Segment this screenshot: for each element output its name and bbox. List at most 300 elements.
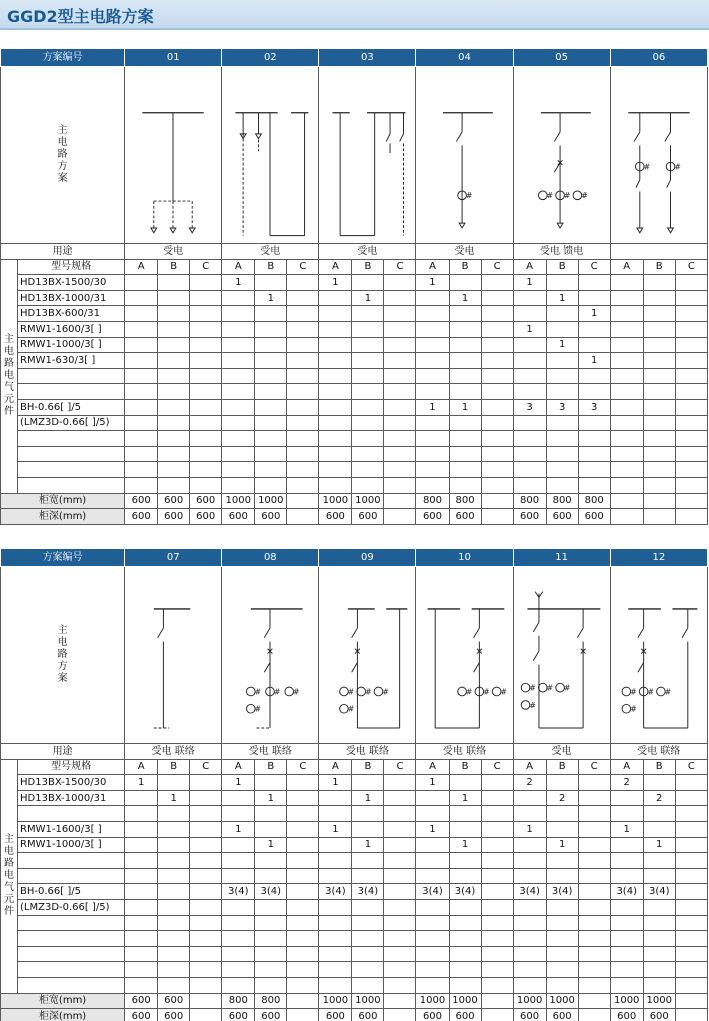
circuit-diagram-12 xyxy=(611,567,707,743)
phase-label: B xyxy=(255,259,287,275)
component-qty xyxy=(125,384,158,400)
component-qty xyxy=(222,446,255,462)
component-qty xyxy=(125,868,158,884)
component-qty xyxy=(125,477,158,493)
diagram-row xyxy=(1,67,708,244)
component-qty xyxy=(222,290,255,306)
component-qty xyxy=(158,477,190,493)
width-value: 1000 xyxy=(546,993,578,1009)
component-qty xyxy=(643,399,675,415)
component-qty xyxy=(352,462,384,478)
component-qty xyxy=(578,337,610,353)
component-qty xyxy=(610,962,643,978)
component-qty xyxy=(255,275,287,291)
component-qty: 3(4) xyxy=(352,884,384,900)
depth-value: 600 xyxy=(416,509,449,525)
width-value: 1000 xyxy=(319,993,352,1009)
phase-label: B xyxy=(449,759,481,775)
width-value xyxy=(481,493,513,509)
component-qty xyxy=(287,868,319,884)
component-qty xyxy=(481,353,513,369)
component-qty xyxy=(416,931,449,947)
component-qty xyxy=(158,946,190,962)
component-qty xyxy=(384,946,416,962)
component-qty xyxy=(416,946,449,962)
component-qty xyxy=(319,399,352,415)
component-qty xyxy=(675,384,707,400)
circuit-diagram-cell xyxy=(125,567,222,744)
component-qty xyxy=(222,477,255,493)
scheme-number: 12 xyxy=(610,549,707,567)
component-row xyxy=(1,321,708,337)
component-row xyxy=(1,477,708,493)
scheme-number: 11 xyxy=(513,549,610,567)
component-qty xyxy=(416,384,449,400)
component-qty xyxy=(125,946,158,962)
phase-label: B xyxy=(546,759,578,775)
component-qty xyxy=(481,915,513,931)
usage-value: 受电 联络 xyxy=(125,744,222,760)
component-qty xyxy=(513,290,546,306)
component-qty xyxy=(352,775,384,791)
width-value: 1000 xyxy=(449,993,481,1009)
component-row xyxy=(1,275,708,291)
component-qty xyxy=(384,915,416,931)
component-qty xyxy=(222,931,255,947)
component-qty xyxy=(319,790,352,806)
depth-value: 600 xyxy=(125,509,158,525)
component-qty xyxy=(125,368,158,384)
component-qty xyxy=(513,790,546,806)
component-qty xyxy=(384,368,416,384)
usage-value: 受电 联络 xyxy=(319,744,416,760)
component-row xyxy=(1,353,708,369)
component-qty: 1 xyxy=(449,837,481,853)
circuit-diagram-01 xyxy=(125,67,221,243)
component-qty xyxy=(352,353,384,369)
model-name xyxy=(18,962,125,978)
component-qty xyxy=(481,806,513,822)
component-qty xyxy=(384,399,416,415)
component-qty xyxy=(222,353,255,369)
component-qty xyxy=(190,306,222,322)
component-qty xyxy=(449,384,481,400)
ct-symbol-icon: # xyxy=(647,687,654,697)
width-value: 1000 xyxy=(319,493,352,509)
width-value: 1000 xyxy=(255,493,287,509)
component-qty xyxy=(255,931,287,947)
phase-label: A xyxy=(416,259,449,275)
component-qty xyxy=(513,853,546,869)
component-qty xyxy=(158,290,190,306)
component-qty xyxy=(675,946,707,962)
phase-label: B xyxy=(643,759,675,775)
width-value: 1000 xyxy=(222,493,255,509)
component-qty xyxy=(352,853,384,869)
component-qty xyxy=(287,306,319,322)
component-qty xyxy=(481,853,513,869)
component-qty xyxy=(675,431,707,447)
component-qty xyxy=(158,821,190,837)
component-qty: 3 xyxy=(513,399,546,415)
depth-value: 600 xyxy=(158,509,190,525)
component-qty xyxy=(190,775,222,791)
component-qty: 3(4) xyxy=(255,884,287,900)
usage-row xyxy=(1,744,708,760)
component-qty xyxy=(416,837,449,853)
component-qty xyxy=(610,477,643,493)
circuit-label-text: 主电路方案 xyxy=(57,125,68,184)
depth-value: 600 xyxy=(158,1009,190,1021)
component-qty xyxy=(158,384,190,400)
component-qty xyxy=(352,915,384,931)
component-qty xyxy=(416,962,449,978)
component-qty xyxy=(352,275,384,291)
component-qty xyxy=(610,790,643,806)
component-qty xyxy=(255,431,287,447)
model-name xyxy=(18,384,125,400)
component-qty xyxy=(319,962,352,978)
component-qty xyxy=(384,384,416,400)
circuit-line xyxy=(387,134,391,142)
component-qty xyxy=(384,931,416,947)
component-qty xyxy=(416,321,449,337)
circuit-label-text: 主电路方案 xyxy=(57,625,68,684)
component-qty xyxy=(578,290,610,306)
component-qty xyxy=(255,399,287,415)
component-qty xyxy=(481,962,513,978)
width-value: 1000 xyxy=(352,993,384,1009)
model-label: 型号规格 xyxy=(18,259,125,275)
scheme-number: 10 xyxy=(416,549,513,567)
component-qty xyxy=(158,899,190,915)
width-value xyxy=(643,493,675,509)
component-qty xyxy=(643,915,675,931)
phase-label: B xyxy=(643,259,675,275)
ct-symbol-icon: # xyxy=(546,683,553,693)
component-qty xyxy=(255,337,287,353)
component-qty xyxy=(643,806,675,822)
component-qty xyxy=(125,806,158,822)
components-label-text: 主电路电气元件 xyxy=(4,834,14,918)
component-qty xyxy=(384,821,416,837)
component-row xyxy=(1,977,708,993)
component-qty: 2 xyxy=(610,775,643,791)
circuit-line xyxy=(533,651,539,661)
component-qty xyxy=(643,321,675,337)
component-qty xyxy=(578,790,610,806)
width-value xyxy=(675,993,707,1009)
component-row xyxy=(1,946,708,962)
component-row xyxy=(1,368,708,384)
component-qty xyxy=(125,306,158,322)
component-qty xyxy=(352,446,384,462)
component-qty xyxy=(222,977,255,993)
component-qty xyxy=(158,321,190,337)
component-qty xyxy=(158,275,190,291)
component-qty xyxy=(190,337,222,353)
component-qty xyxy=(125,915,158,931)
component-row xyxy=(1,899,708,915)
component-qty xyxy=(352,931,384,947)
component-row xyxy=(1,868,708,884)
arrow-icon xyxy=(151,228,157,233)
model-name: HD13BX-1000/31 xyxy=(18,290,125,306)
component-qty xyxy=(384,415,416,431)
component-qty xyxy=(416,806,449,822)
component-qty: 1 xyxy=(578,306,610,322)
component-qty: 1 xyxy=(416,275,449,291)
width-value: 800 xyxy=(513,493,546,509)
component-qty xyxy=(481,290,513,306)
circuit-line xyxy=(554,163,560,173)
width-value xyxy=(287,993,319,1009)
circuit-diagram-07 xyxy=(125,567,221,743)
component-qty: 1 xyxy=(578,353,610,369)
component-qty xyxy=(449,806,481,822)
component-qty xyxy=(481,837,513,853)
component-qty xyxy=(158,837,190,853)
component-qty xyxy=(222,790,255,806)
phase-label: C xyxy=(481,259,513,275)
component-qty xyxy=(319,853,352,869)
component-row xyxy=(1,806,708,822)
component-qty xyxy=(449,415,481,431)
component-qty xyxy=(190,431,222,447)
ct-symbol-icon: # xyxy=(483,687,491,697)
component-qty xyxy=(675,477,707,493)
component-qty xyxy=(158,977,190,993)
width-value: 600 xyxy=(125,993,158,1009)
model-name: HD13BX-600/31 xyxy=(18,306,125,322)
component-qty xyxy=(481,306,513,322)
component-qty xyxy=(610,899,643,915)
arrow-icon xyxy=(557,223,563,228)
component-qty xyxy=(319,306,352,322)
component-qty xyxy=(319,368,352,384)
component-qty xyxy=(158,853,190,869)
component-qty xyxy=(255,368,287,384)
component-qty xyxy=(449,946,481,962)
component-qty: 2 xyxy=(643,790,675,806)
component-qty xyxy=(578,477,610,493)
circuit-line xyxy=(577,628,583,638)
ct-symbol-icon: # xyxy=(580,191,588,201)
component-qty xyxy=(384,462,416,478)
circuit-line xyxy=(264,663,270,673)
width-value: 600 xyxy=(158,493,190,509)
phase-label: C xyxy=(190,259,222,275)
component-qty xyxy=(158,962,190,978)
component-row xyxy=(1,915,708,931)
width-label: 柜宽(mm) xyxy=(1,993,125,1009)
ct-symbol-icon: # xyxy=(528,700,536,710)
circuit-diagram-cell xyxy=(610,567,707,744)
model-name: RMW1-1000/3[ ] xyxy=(18,837,125,853)
scheme-number: 04 xyxy=(416,49,513,67)
width-value: 800 xyxy=(416,493,449,509)
component-qty xyxy=(513,431,546,447)
component-qty xyxy=(125,884,158,900)
component-qty xyxy=(190,353,222,369)
component-row xyxy=(1,399,708,415)
ct-symbol-icon: # xyxy=(254,704,262,714)
circuit-label xyxy=(1,67,125,244)
component-qty xyxy=(190,915,222,931)
component-qty: 1 xyxy=(643,837,675,853)
component-qty xyxy=(513,477,546,493)
component-qty xyxy=(222,962,255,978)
component-qty xyxy=(255,462,287,478)
component-qty xyxy=(384,431,416,447)
component-qty xyxy=(255,306,287,322)
component-qty xyxy=(384,884,416,900)
component-qty xyxy=(158,306,190,322)
component-qty xyxy=(578,915,610,931)
phase-label: B xyxy=(546,259,578,275)
component-qty xyxy=(287,884,319,900)
component-qty: 1 xyxy=(416,821,449,837)
circuit-diagram-cell xyxy=(222,567,319,744)
component-qty xyxy=(546,962,578,978)
phase-label: B xyxy=(449,259,481,275)
component-qty xyxy=(481,415,513,431)
component-qty xyxy=(125,853,158,869)
width-value xyxy=(675,493,707,509)
component-qty xyxy=(578,962,610,978)
component-qty xyxy=(578,884,610,900)
ct-symbol-icon: # xyxy=(274,687,281,697)
phase-label: A xyxy=(610,259,643,275)
depth-value xyxy=(578,1009,610,1021)
circuit-table-2 xyxy=(0,548,708,1021)
component-qty xyxy=(255,477,287,493)
component-qty xyxy=(513,368,546,384)
component-qty xyxy=(190,853,222,869)
component-qty: 1 xyxy=(513,321,546,337)
ct-symbol-icon: # xyxy=(674,162,681,172)
component-qty xyxy=(287,853,319,869)
component-qty xyxy=(675,321,707,337)
component-qty xyxy=(481,477,513,493)
component-qty xyxy=(158,415,190,431)
component-qty xyxy=(255,821,287,837)
component-qty xyxy=(319,462,352,478)
circuit-diagram-cell xyxy=(513,67,610,244)
component-qty xyxy=(287,477,319,493)
ct-symbol-icon: # xyxy=(348,704,355,714)
components-label xyxy=(1,759,18,993)
depth-value xyxy=(384,1009,416,1021)
component-qty: 1 xyxy=(319,821,352,837)
phase-label: A xyxy=(513,759,546,775)
component-qty xyxy=(416,868,449,884)
component-qty xyxy=(643,337,675,353)
component-row xyxy=(1,337,708,353)
component-qty xyxy=(643,431,675,447)
component-qty xyxy=(481,446,513,462)
component-row xyxy=(1,821,708,837)
component-qty xyxy=(610,446,643,462)
phase-label: C xyxy=(190,759,222,775)
component-qty xyxy=(222,853,255,869)
usage-label: 用途 xyxy=(1,744,125,760)
model-name xyxy=(18,853,125,869)
component-row xyxy=(1,884,708,900)
model-name: BH-0.66[ ]/5 xyxy=(18,884,125,900)
usage-label: 用途 xyxy=(1,244,125,260)
phase-label: C xyxy=(675,259,707,275)
component-qty xyxy=(610,868,643,884)
component-row xyxy=(1,837,708,853)
component-qty xyxy=(578,837,610,853)
component-qty xyxy=(449,275,481,291)
component-qty xyxy=(384,337,416,353)
component-qty xyxy=(287,931,319,947)
component-qty: 1 xyxy=(449,790,481,806)
depth-value: 600 xyxy=(513,1009,546,1021)
component-qty xyxy=(384,790,416,806)
component-qty xyxy=(190,446,222,462)
model-name: RMW1-1600/3[ ] xyxy=(18,821,125,837)
circuit-line xyxy=(352,663,358,673)
component-qty xyxy=(643,477,675,493)
component-qty xyxy=(190,399,222,415)
component-qty xyxy=(384,899,416,915)
component-qty xyxy=(287,946,319,962)
component-qty: 1 xyxy=(255,837,287,853)
component-qty xyxy=(513,306,546,322)
depth-value: 600 xyxy=(352,1009,384,1021)
component-qty xyxy=(319,837,352,853)
component-qty xyxy=(578,868,610,884)
component-qty xyxy=(125,977,158,993)
circuit-diagram-cell xyxy=(513,567,610,744)
component-qty xyxy=(222,368,255,384)
component-qty xyxy=(190,821,222,837)
component-qty xyxy=(352,337,384,353)
component-qty xyxy=(546,477,578,493)
phase-label: B xyxy=(158,259,190,275)
depth-value xyxy=(675,1009,707,1021)
scheme-number: 03 xyxy=(319,49,416,67)
width-value xyxy=(190,993,222,1009)
component-qty xyxy=(481,321,513,337)
component-qty xyxy=(610,306,643,322)
ct-symbol-icon: # xyxy=(563,683,570,693)
component-qty xyxy=(190,931,222,947)
component-qty: 1 xyxy=(255,290,287,306)
depth-value: 600 xyxy=(610,1009,643,1021)
component-qty xyxy=(610,462,643,478)
model-name: HD13BX-1500/30 xyxy=(18,275,125,291)
component-qty xyxy=(190,962,222,978)
usage-value: 受电 xyxy=(125,244,222,260)
component-qty xyxy=(287,384,319,400)
component-qty xyxy=(546,899,578,915)
component-qty xyxy=(675,790,707,806)
component-qty xyxy=(255,806,287,822)
depth-value: 600 xyxy=(416,1009,449,1021)
component-qty xyxy=(449,477,481,493)
component-qty xyxy=(610,368,643,384)
phase-label: C xyxy=(384,759,416,775)
component-qty xyxy=(158,431,190,447)
component-qty xyxy=(449,899,481,915)
component-qty xyxy=(449,337,481,353)
component-qty xyxy=(643,275,675,291)
component-qty xyxy=(546,415,578,431)
